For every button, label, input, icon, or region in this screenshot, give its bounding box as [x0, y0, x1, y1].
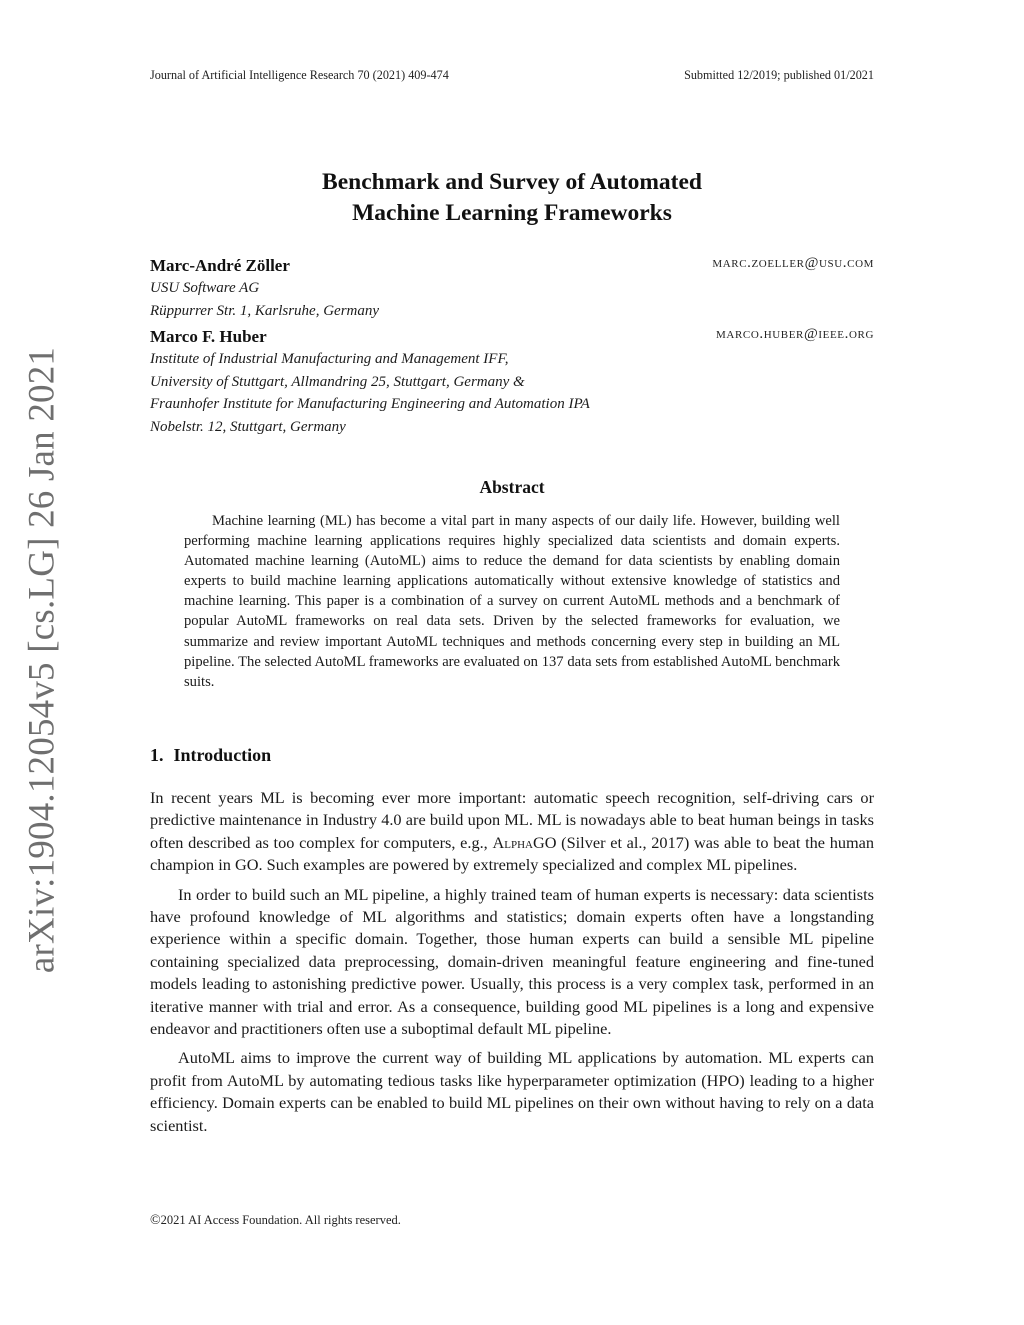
copyright-footer [150, 1213, 401, 1229]
author-email: marc.zoeller@usu.com [712, 255, 874, 271]
author-name: Marco F. Huber [150, 327, 267, 346]
arxiv-identifier: arXiv:1904.12054v5 [cs.LG] 26 Jan 2021 [21, 346, 63, 974]
paragraph: In recent years ML is becoming ever more important: automatic speech recognition, self-driving cars or predictive maintenance in Industry 4.0 are build upon ML. ML is nowadays able to beat human beings in tasks often described as too complex for computers, e.g., AlphaGO (Silver et al., 2017) was able to beat the human champion in GO. Such examples are powered by extremely specialized and complex ML pipelines. [150, 788, 875, 875]
section-heading [150, 745, 271, 766]
author-affiliation-line: Fraunhofer Institute for Manufacturing Engineering and Automation IPA [150, 396, 590, 412]
section-title: Introduction [173, 745, 272, 765]
arxiv-stamp [18, 346, 66, 974]
author-email: marco.huber@ieee.org [716, 326, 874, 342]
title-line-1: Benchmark and Survey of Automated [322, 169, 702, 195]
copyright-icon: © [150, 1213, 161, 1228]
title-line-2: Machine Learning Frameworks [352, 200, 672, 226]
alphago-name: AlphaGO [492, 832, 557, 852]
author-block-2 [150, 326, 874, 438]
author-name: Marc-André Zöller [150, 256, 290, 275]
section-number: 1. [150, 745, 164, 765]
author-affiliation-line: USU Software AG [150, 280, 260, 296]
paragraph: AutoML aims to improve the current way of building ML applications by automation. ML experts can profit from AutoML by automating tedious tasks like hyperparameter optimization (HPO) leading to a higher efficiency. Domain experts can be enabled to build ML pipelines on their own without having to rely on a data scientist. [150, 1048, 874, 1135]
author-affiliation-line: Nobelstr. 12, Stuttgart, Germany [150, 418, 346, 435]
submission-dates: Submitted 12/2019; published 01/2021 [684, 68, 874, 82]
abstract-text: Machine learning (ML) has become a vital part in many aspects of our daily life. However, building well performing machine learning applications requires highly specialized data scientists and domain experts. Automated machine learning (AutoML) aims to reduce the demand for data scientists by enabling domain experts to build machine learning applications automatically without extensive knowledge of statistics and machine learning. This paper is a combination of a survey on current AutoML methods and a benchmark of popular AutoML frameworks on real data sets. Driven by the selected frameworks for evaluation, we summarize and review important AutoML techniques and methods concerning every step in building an ML pipeline. The selected AutoML frameworks are evaluated on 137 data sets from established AutoML benchmark suits. [184, 513, 840, 690]
paper-title [150, 167, 874, 229]
copyright-text: 2021 AI Access Foundation. All rights reserved. [160, 1213, 401, 1227]
author-affiliation-line: University of Stuttgart, Allmandring 25, Stuttgart, Germany & [150, 373, 525, 390]
running-header [150, 68, 874, 83]
journal-reference: Journal of Artificial Intelligence Research 70 (2021) 409-474 [150, 68, 449, 82]
author-affiliation-line: Rüppurrer Str. 1, Karlsruhe, Germany [150, 302, 380, 319]
paragraph: In order to build such an ML pipeline, a highly trained team of human experts is necessary: data scientists have profound knowledge of ML algorithms and statistics; domain experts often have a longstanding experience within a specific domain. Together, those human experts can build a sensible ML pipeline containing specialized data preprocessing, domain-driven meaningful feature engineering and fine-tuned models leading to astonishing predictive power. Usually, this process is a very complex task, performed in an iterative manner with trial and error. As a consequence, building good ML pipelines is a long and expensive endeavor and practitioners often use a suboptimal default ML pipeline. [150, 884, 874, 1039]
introduction-body [150, 787, 874, 1144]
author-block-1 [150, 255, 874, 322]
author-affiliation-line: Institute of Industrial Manufacturing and Management IFF, [150, 351, 509, 367]
abstract-heading: Abstract [479, 477, 545, 497]
